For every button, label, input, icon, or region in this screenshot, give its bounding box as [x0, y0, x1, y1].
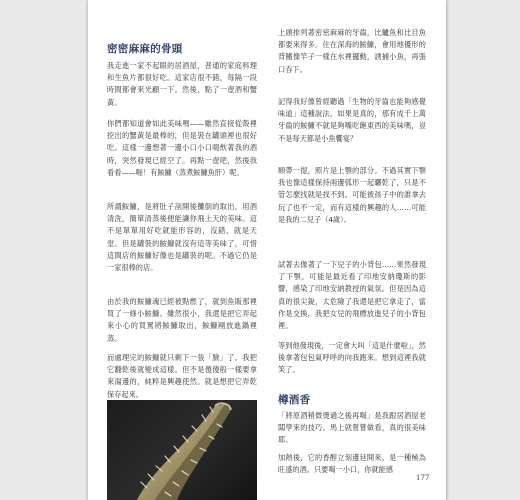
section-heading: 密密麻麻的骨頭: [107, 43, 183, 55]
paragraph: 所謂鮟鱇，是將肚子剖開後攤倒的取出，用酒清洗，簡單清蒸後便能讓你飛上天的美味。這不是單單用好吃就能形容的，沒錯，就是天堂。但是罐裝的鮟鱇就沒有這等美味了，可惜這間店的鮟鱇好像也是罐裝的呢。不過它仍是一家很棒的店。: [107, 202, 257, 273]
paragraph: 試著去像著了一下兒子的小背包……果然發現了下顎。可能是最近看了印地安納瓊斯的影響，感染了印地安納教授的氣氛。但是因為這真的很尖銳，太危險了我還是把它拿走了，當作是交換，我把女兒的飛標放進兒子的小背包裡。: [278, 260, 426, 331]
paragraph: 我走進一家不起眼的居酒屋，普通的家庭料理和生魚片都很好吃。這家店很不錯，每隔一段時間都會來光顧一下。然後，點了一壺酒和蟹黃。: [107, 61, 257, 107]
paragraph: 等到他發現後，一定會大叫「這是什麼啦」，然後拿著包包氣呼呼的向我跑來。想到這裡我就笑了。: [278, 341, 426, 375]
paragraph: 上頭排列著密密麻麻的牙齒，比鱸魚和比目魚都要來得多。住在深海的鮟鱇，會用地優形的背鰭像竿子一樣在水裡擺動，誘捕小魚，再張口吞下。: [278, 28, 426, 74]
paragraph: 而處理完的鮟鱇就只剩下一張「臉」了。我把它翻乾後就變成這樣。但不是傻傻般一樣要拿來湯邊的，純粹是興趣使然。就是想把它弄乾保存起來。: [107, 353, 257, 399]
paragraph: 你們都知道會如此美味嗎——雖然直接從殼裡挖出的蟹黃是最棒的，但是裝在罐頭裡也很好吃。這樣一邊想著一邊小口小口啜飲著我的酒時，突然發現已經空了。再點一壺吧，然後我看看——喔！有鮟鱇（蒸煮鮟鱇魚肝）呢。: [107, 119, 257, 177]
paragraph: 加熱後，它的香醇立刻邊延開來，是一種極為旺盛的酒。只要喝一小口，你就能感: [278, 453, 426, 475]
paragraph: 「將原酒稍微燙過之後再喝」是我跟居酒屋老闆學來的技巧。馬上就嘗嘗做看，真的很美味耶。: [278, 411, 426, 445]
paragraph: 記得我好像曾經聽過「生物的牙齒也能夠感覺味道」這種說法。如果是真的，那有成千上萬牙齒的鮟鱇不就是夠嘴吃飽東西的美味嗎，豈不是每天都是小魚饗宴？: [278, 97, 426, 143]
page-number: 177: [416, 474, 430, 482]
paragraph: 順帶一提，照片是上顎的部分。不過其實下顎我也像這樣保持兩邊弧形一起曬乾了，只是不管怎麼找就是找不到。可能被孩子中的誰拿去玩了也不一定，而有這樣的興趣的人……可能是我的二兒子（4歲）。: [278, 166, 426, 224]
section-heading: 樽酒香: [278, 394, 311, 406]
book-page: [88, 0, 446, 500]
paragraph: 由於我的鮟鱇魂已經被點燃了，就到魚販那裡買了一條小鮟鱇。雖然很小，我還是把它弄起來小心的買罵將鮟鱇取出，鮟鱇剛放進鍋裡蒸。: [107, 297, 257, 343]
anglerfish-jaw-image: [107, 400, 257, 500]
dried-anglerfish-jaw-photo: [107, 400, 257, 500]
